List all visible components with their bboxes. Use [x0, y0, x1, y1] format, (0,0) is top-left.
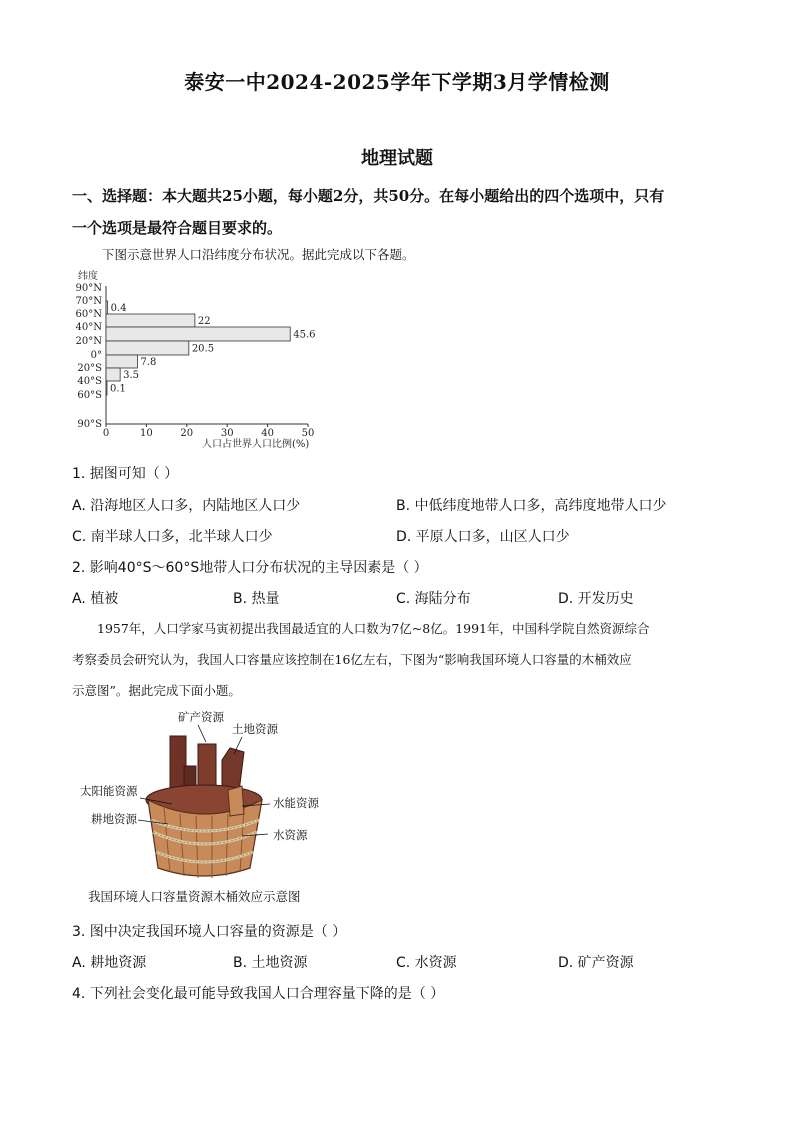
chart-bar [106, 327, 290, 341]
question-1-option-b[interactable]: B. 中低纬度地带人口多，高纬度地带人口少 [396, 498, 667, 514]
question-2-option-c[interactable]: C. 海陆分布 [396, 591, 471, 607]
bar-value-label: 20.5 [191, 343, 215, 355]
lat-tick-label: 60°N [75, 309, 102, 320]
label-water-resources: 水资源 [273, 828, 308, 842]
x-tick-label: 0 [102, 428, 110, 439]
bar-value-label: 45.6 [293, 329, 316, 341]
question-3-option-d[interactable]: D. 矿产资源 [558, 955, 634, 971]
lat-tick-label: 60°S [77, 390, 102, 401]
chart-ylabel: 纬度 [78, 271, 98, 282]
question-1-option-d[interactable]: D. 平原人口多，山区人口少 [396, 529, 570, 545]
x-tick-label: 10 [140, 428, 153, 439]
chart-xlabel: 人口占世界人口比例(%) [202, 439, 310, 450]
x-tick-label: 30 [220, 428, 234, 439]
question-1-stem: 1. 据图可知（ ） [72, 466, 179, 482]
question-2-option-b[interactable]: B. 热量 [233, 591, 280, 607]
question-3-option-c[interactable]: C. 水资源 [396, 955, 457, 971]
question-3-option-a[interactable]: A. 耕地资源 [72, 955, 147, 971]
question-2-stem: 2. 影响40°S～60°S地带人口分布状况的主导因素是（ ） [72, 560, 428, 576]
lat-tick-label: 70°N [75, 296, 102, 307]
bar-value-label: 0.1 [110, 383, 126, 395]
question-1-option-c[interactable]: C. 南半球人口多，北半球人口少 [72, 529, 273, 545]
lat-tick-label: 90°N [75, 283, 102, 294]
bucket-front-stave [228, 786, 244, 816]
question-4-stem: 4. 下列社会变化最可能导致我国人口合理容量下降的是（ ） [72, 986, 445, 1002]
lat-tick-label: 0° [90, 350, 102, 361]
group2-paragraph-line2: 考察委员会研究认为，我国人口容量应该控制在16亿左右，下图为“影响我国环境人口容量的木桶效应 [72, 652, 632, 667]
bar-value-label: 0.4 [110, 303, 127, 314]
lat-tick-label: 20°N [75, 336, 102, 347]
section-heading-line2: 一个选项是最符合题目要求的。 [72, 219, 283, 237]
bar-value-label: 3.5 [123, 370, 140, 381]
bucket-caption: 我国环境人口容量资源木桶效应示意图 [88, 889, 301, 904]
chart-bar [106, 368, 120, 381]
x-tick-label: 20 [180, 428, 194, 439]
label-farmland-resources: 耕地资源 [91, 812, 137, 826]
bucket-figure [72, 708, 342, 908]
lat-tick-label: 20°S [77, 363, 102, 374]
question-1-option-a[interactable]: A. 沿海地区人口多，内陆地区人口少 [72, 498, 301, 514]
page-title: 泰安一中2024-2025学年下学期3月学情检测 [184, 70, 610, 94]
chart-bar [106, 314, 195, 327]
x-tick-label: 50 [301, 428, 315, 439]
group2-paragraph-line3: 示意图”。据此完成下面小题。 [72, 683, 241, 698]
label-solar-resources: 太阳能资源 [80, 784, 138, 798]
chart-bar [106, 341, 189, 355]
label-hydro-resources: 水能资源 [273, 796, 319, 810]
label-land-resources: 土地资源 [232, 722, 278, 736]
lat-tick-label: 90°S [77, 419, 102, 430]
chart-bar [106, 355, 138, 368]
bar-value-label: 22 [197, 316, 211, 327]
section-heading [72, 180, 732, 244]
bar-value-label: 7.8 [140, 357, 157, 368]
lat-tick-label: 40°N [75, 322, 102, 333]
chart-bar [106, 301, 108, 314]
group2-paragraph-line1: 1957年，人口学家马寅初提出我国最适宜的人口数为7亿~8亿。1991年，中国科学院自然资源综合 [97, 621, 650, 636]
section-heading-line1: 一、选择题：本大题共25小题，每小题2分，共50分。在每小题给出的四个选项中，只有 [72, 187, 665, 205]
lat-tick-label: 40°S [77, 376, 102, 387]
question-3-option-b[interactable]: B. 土地资源 [233, 955, 308, 971]
x-tick-label: 40 [261, 428, 274, 439]
subject-title: 地理试题 [361, 148, 433, 169]
group2-paragraph [72, 613, 724, 644]
question-3-stem: 3. 图中决定我国环境人口容量的资源是（ ） [72, 924, 347, 940]
chart-bar [106, 381, 107, 395]
question-2-option-d[interactable]: D. 开发历史 [558, 591, 634, 607]
label-mineral-resources: 矿产资源 [178, 710, 224, 724]
question-2-option-a[interactable]: A. 植被 [72, 591, 119, 607]
group1-intro: 下图示意世界人口沿纬度分布状况。据此完成以下各题。 [102, 247, 415, 262]
latitude-population-chart [72, 266, 332, 456]
